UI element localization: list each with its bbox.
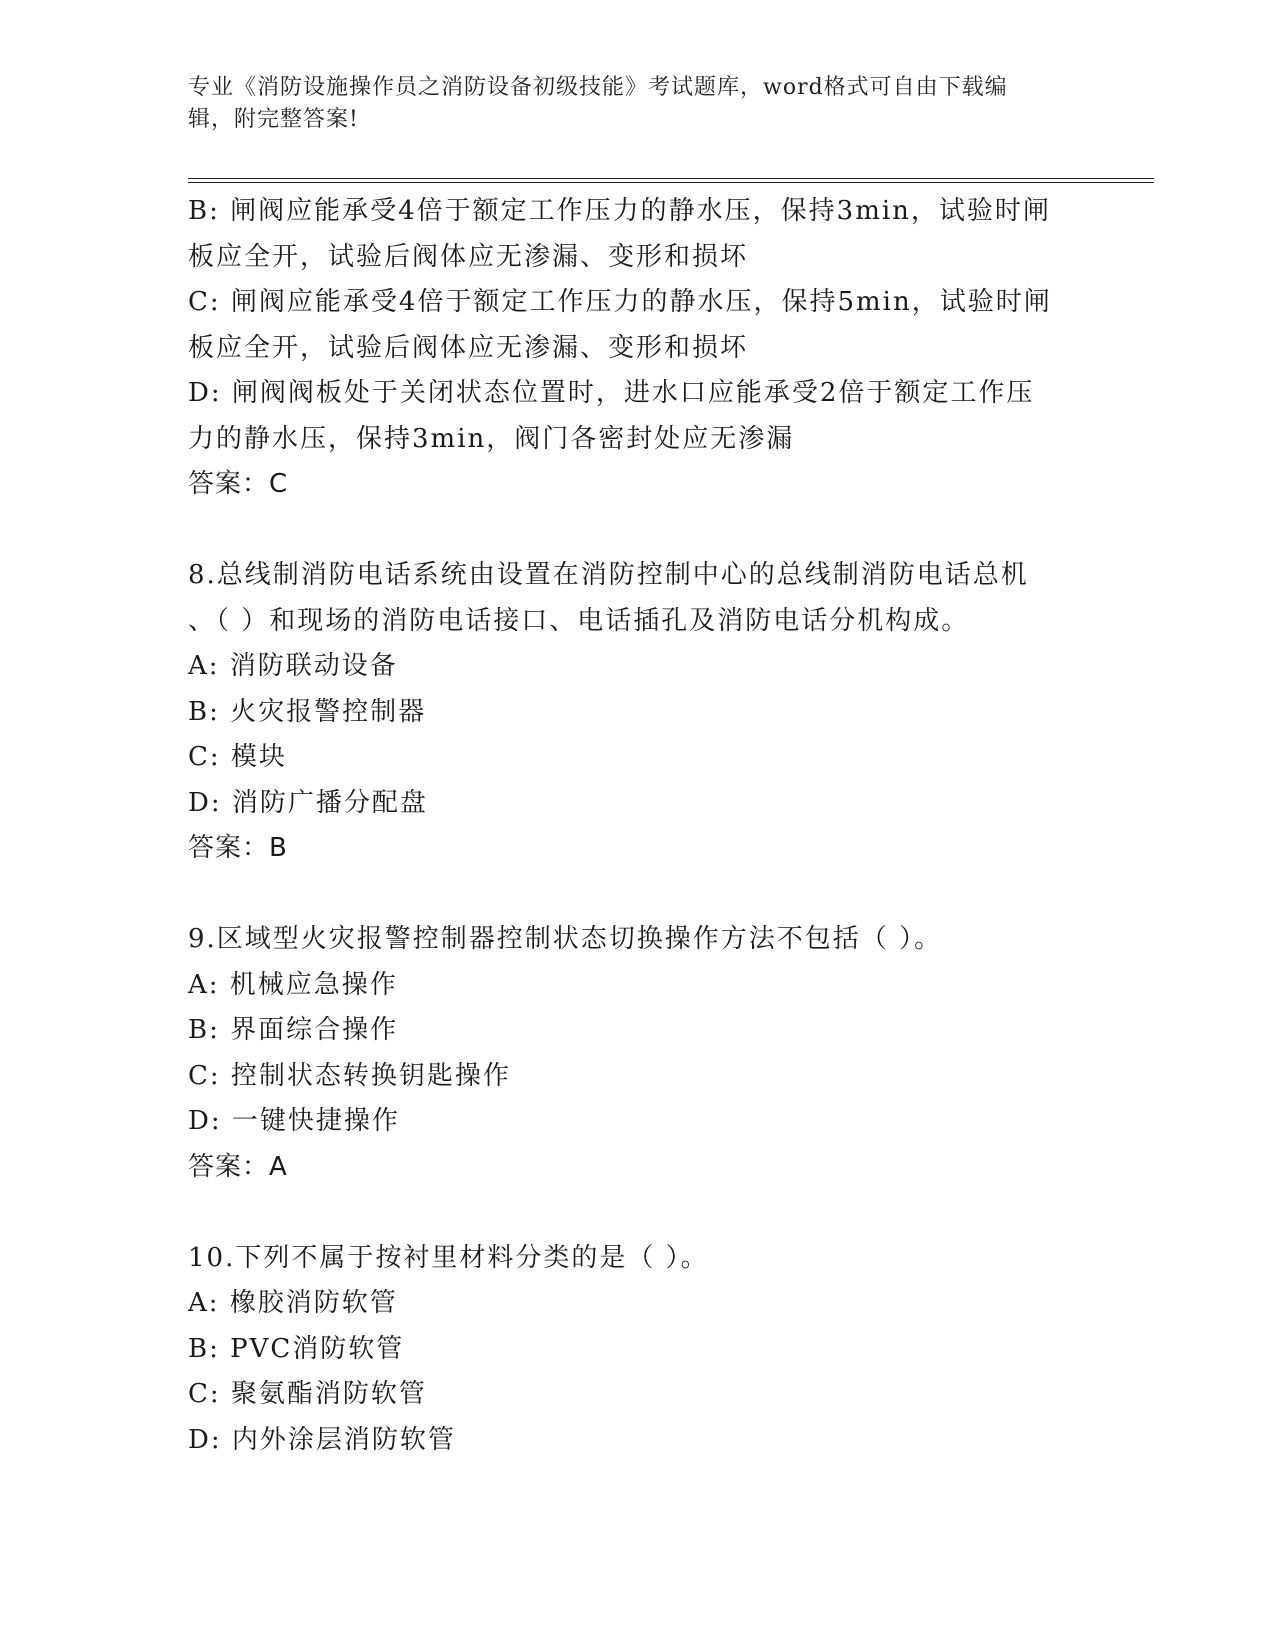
page-header [188,72,1068,136]
option-d: D: 一键快捷操作 [188,1106,400,1136]
question-10 [188,1236,1088,1464]
question-stem-line-1: 8.总线制消防电话系统由设置在消防控制中心的总线制消防电话总机 [188,560,1029,590]
spacer [188,1190,1088,1236]
option-d: D: 消防广播分配盘 [188,787,428,818]
option-b: B: 火灾报警控制器 [188,696,427,727]
option-b: B: 界面综合操作 [188,1015,399,1045]
option-d: D: 内外涂层消防软管 [188,1424,456,1455]
option-b-line-2: 板应全开，试验后阀体应无渗漏、变形和损坏 [188,241,749,272]
question-7-tail [188,189,1088,508]
question-stem: 10.下列不属于按衬里材料分类的是（ ）。 [188,1242,709,1273]
option-c-line-1: C: 闸阀应能承受4倍于额定工作压力的静水压，保持5min，试验时闸 [188,287,1052,317]
question-stem: 9.区域型火灾报警控制器控制状态切换操作方法不包括（ ）。 [188,924,943,954]
option-c-line-2: 板应全开，试验后阀体应无渗漏、变形和损坏 [188,332,749,363]
option-c: C: 模块 [188,742,287,772]
option-d-line-2: 力的静水压，保持3min，阀门各密封处应无渗漏 [188,423,795,454]
option-c: C: 聚氨酯消防软管 [188,1379,427,1409]
answer-line: 答案：B [188,833,288,863]
question-8 [188,553,1088,872]
answer-line: 答案：C [188,469,289,499]
header-title: 专业《消防设施操作员之消防设备初级技能》考试题库，word格式可自由下载编 [188,75,1008,100]
header-title-continued: 辑，附完整答案! [188,107,359,132]
question-stem-line-2: 、（ ）和现场的消防电话接口、电话插孔及消防电话分机构成。 [188,605,970,636]
option-d-line-1: D: 闸阀阀板处于关闭状态位置时，进水口应能承受2倍于额定工作压 [188,378,1035,408]
question-9 [188,917,1088,1190]
spacer [188,508,1088,554]
option-a: A: 机械应急操作 [188,969,398,1000]
option-c: C: 控制状态转换钥匙操作 [188,1060,511,1091]
answer-line: 答案：A [188,1151,288,1182]
header-rule-top [188,178,1154,179]
option-a: A: 橡胶消防软管 [188,1288,398,1318]
option-a: A: 消防联动设备 [188,651,398,681]
header-rule-bottom [188,182,1154,183]
question-content [188,189,1088,1463]
spacer [188,872,1088,918]
option-b-line-1: B: 闸阀应能承受4倍于额定工作压力的静水压，保持3min，试验时闸 [188,196,1051,226]
option-b: B: PVC消防软管 [188,1333,405,1364]
